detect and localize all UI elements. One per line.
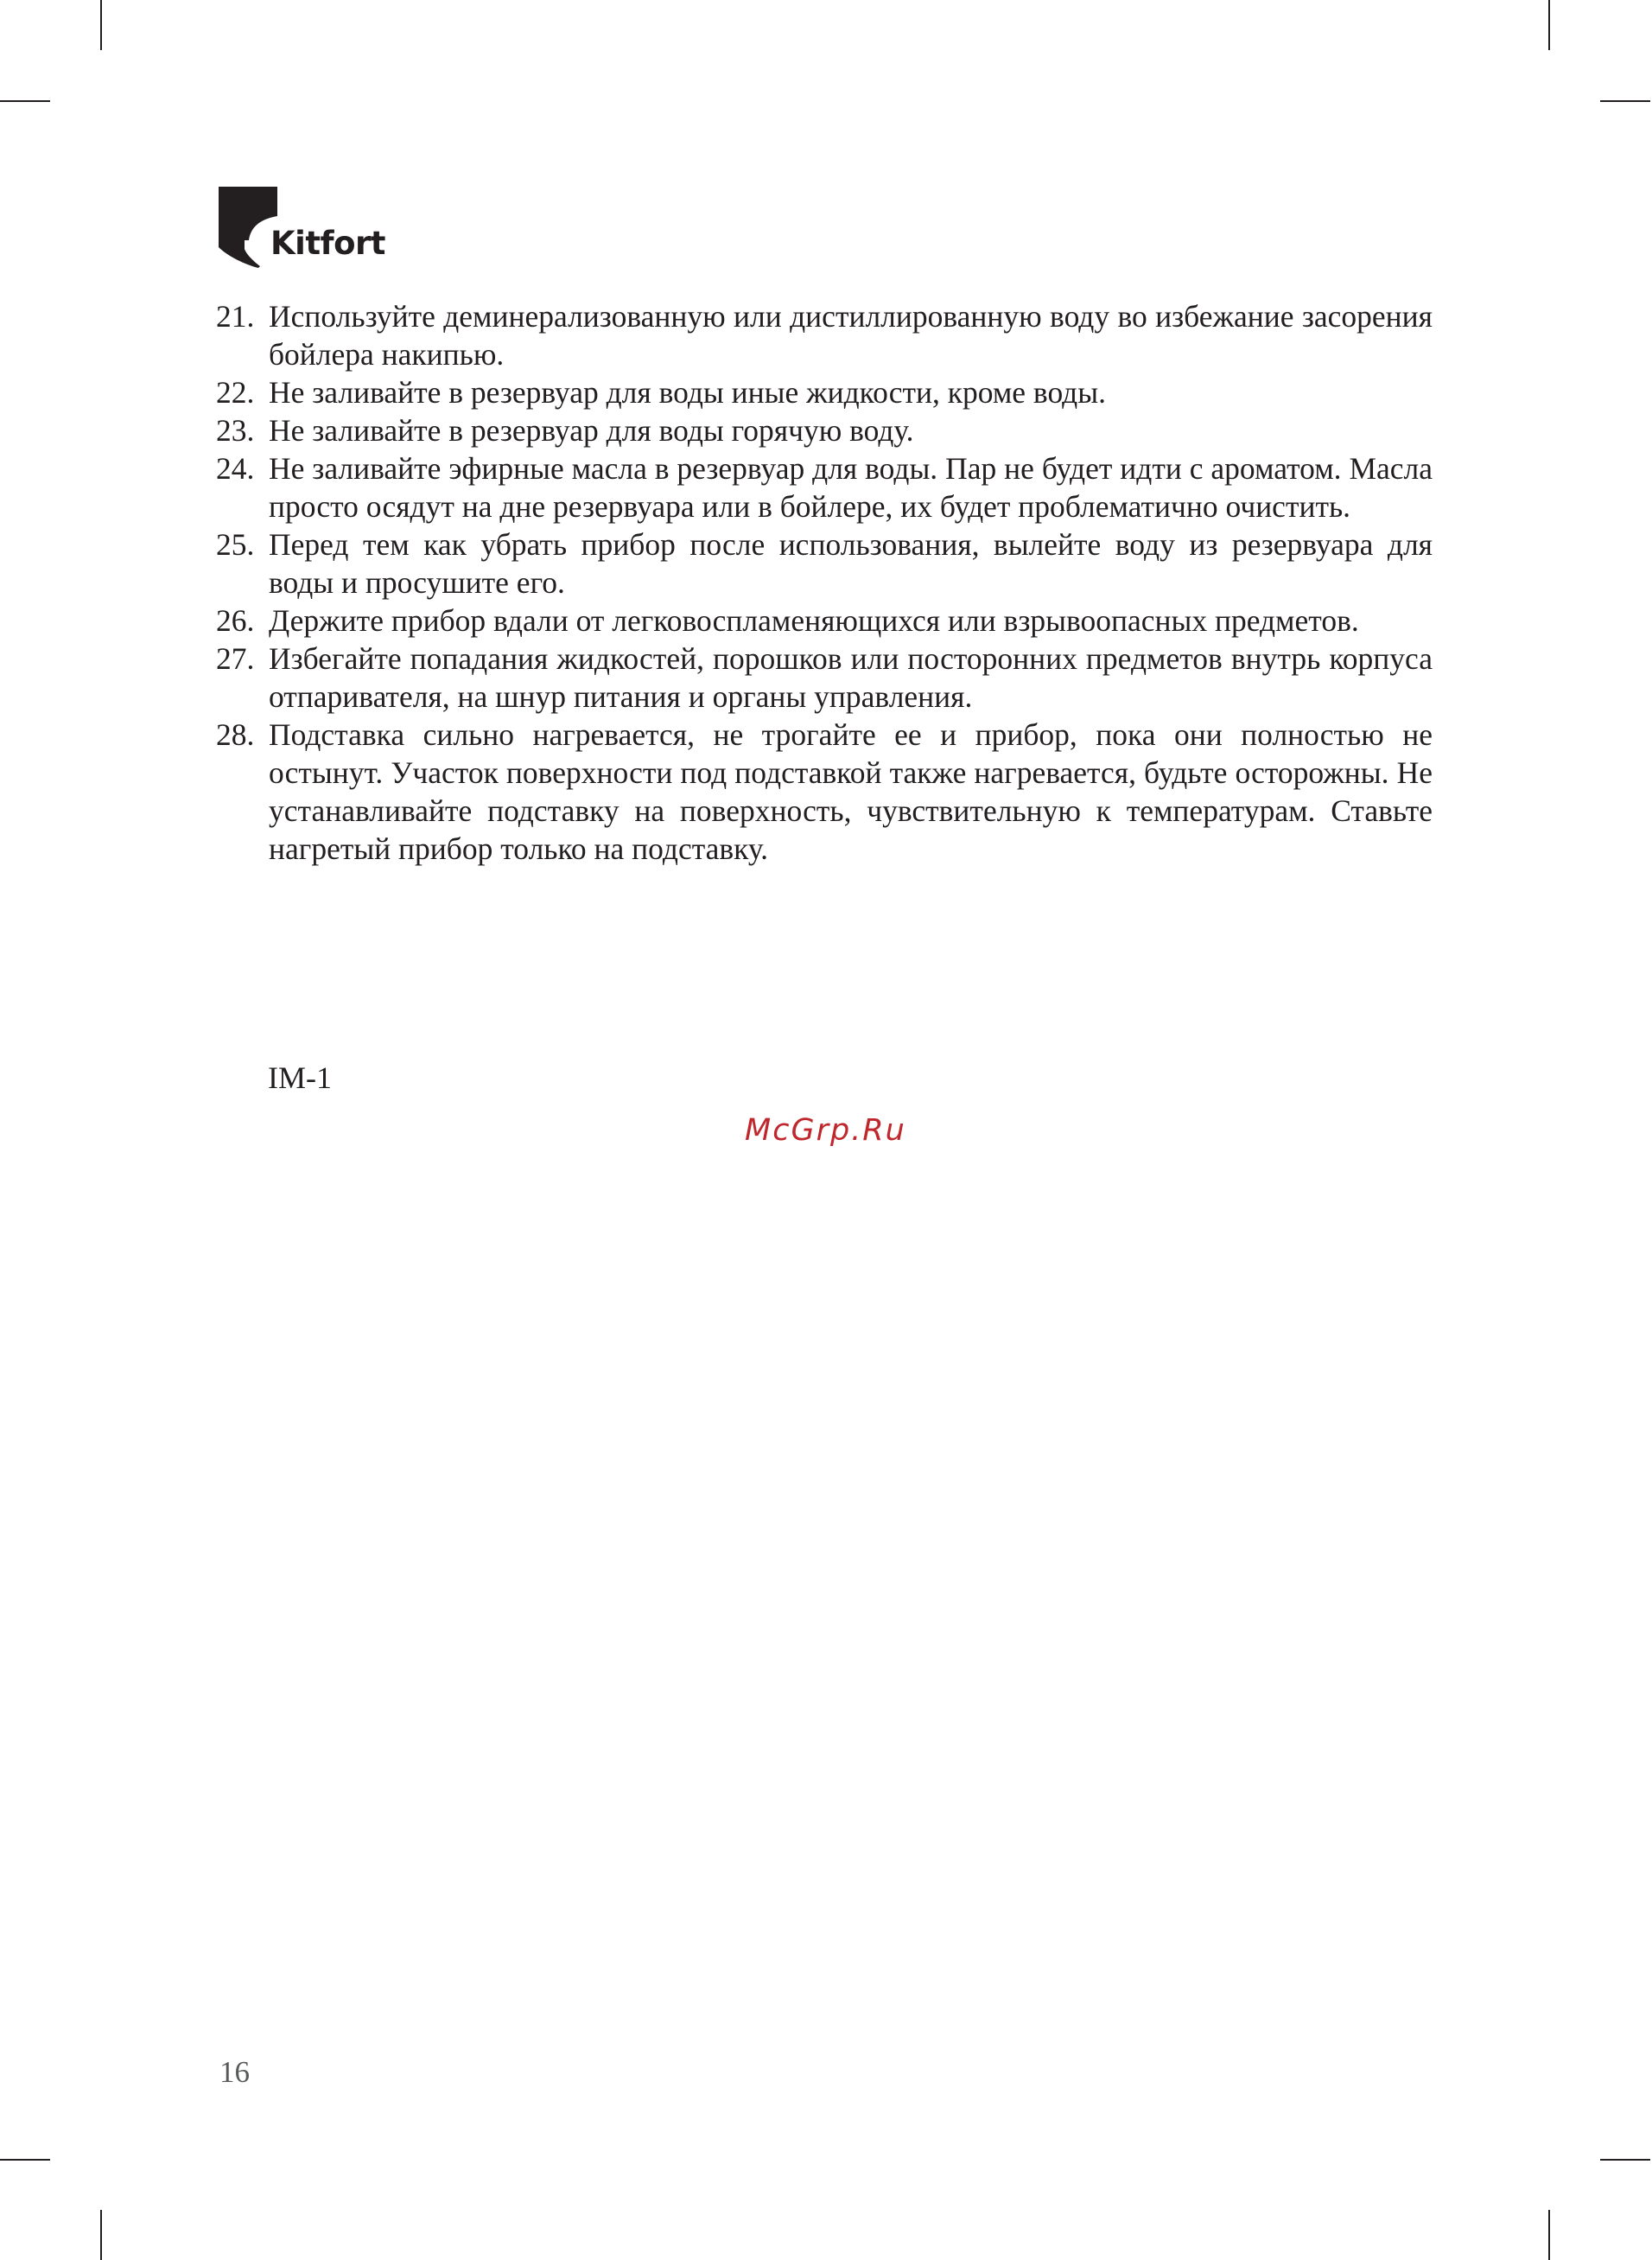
page-number: 16 — [219, 2055, 250, 2089]
instruction-number: 26. — [216, 603, 255, 638]
instruction-number: 25. — [216, 527, 255, 562]
instruction-text: Не заливайте эфирные масла в резервуар для воды. Пар не будет идти с ароматом. Масла просто осядут на дне резервуара или в бойлере, их будет проблематично очистить. — [269, 451, 1433, 524]
crop-mark — [0, 100, 50, 102]
kitfort-logo — [219, 187, 391, 269]
crop-mark — [1548, 2210, 1550, 2260]
crop-mark — [1600, 2159, 1650, 2161]
crop-mark — [0, 2159, 50, 2161]
crop-mark — [1548, 0, 1550, 50]
instruction-item — [216, 602, 1433, 640]
instruction-item — [216, 373, 1433, 411]
instruction-number: 24. — [216, 451, 255, 486]
instruction-number: 22. — [216, 375, 255, 410]
instruction-text: Избегайте попадания жидкостей, порошков или посторонних предметов внутрь корпуса отпаривателя, на шнур питания и органы управления. — [269, 641, 1433, 714]
instruction-item — [216, 640, 1433, 716]
instruction-text: Не заливайте в резервуар для воды горячую воду. — [269, 413, 914, 448]
instruction-text: Перед тем как убрать прибор после использования, вылейте воду из резервуара для воды и просушите его. — [269, 527, 1433, 600]
instruction-item — [216, 716, 1433, 868]
instruction-text: Держите прибор вдали от легковоспламеняющихся или взрывоопасных предметов. — [269, 603, 1359, 638]
instruction-number: 28. — [216, 717, 255, 752]
instruction-number: 23. — [216, 413, 255, 448]
instruction-item — [216, 411, 1433, 449]
instruction-item — [216, 525, 1433, 602]
crop-mark — [100, 2210, 102, 2260]
instruction-text: Не заливайте в резервуар для воды иные жидкости, кроме воды. — [269, 375, 1106, 410]
instruction-number: 27. — [216, 641, 255, 676]
model-code: IM-1 — [268, 1060, 332, 1095]
instruction-text: Используйте деминерализованную или дистиллированную воду во избежание засорения бойлера накипью. — [269, 299, 1433, 372]
instruction-text: Подставка сильно нагревается, не трогайте ее и прибор, пока они полностью не остынут. Участок поверхности под подставкой также нагревается, будьте осторожны. Не устанавливайте подставку на поверхность, чувствительную к температурам. Ставьте нагретый прибор только на подставку. — [269, 717, 1433, 866]
instruction-item — [216, 449, 1433, 525]
logo-wordmark: Kitfort — [270, 225, 385, 262]
instruction-item — [216, 297, 1433, 373]
instruction-number: 21. — [216, 299, 255, 334]
watermark-link[interactable]: McGrp.Ru — [745, 1113, 906, 1148]
crop-mark — [1600, 100, 1650, 102]
crop-mark — [100, 0, 102, 50]
instruction-list — [216, 297, 1433, 868]
